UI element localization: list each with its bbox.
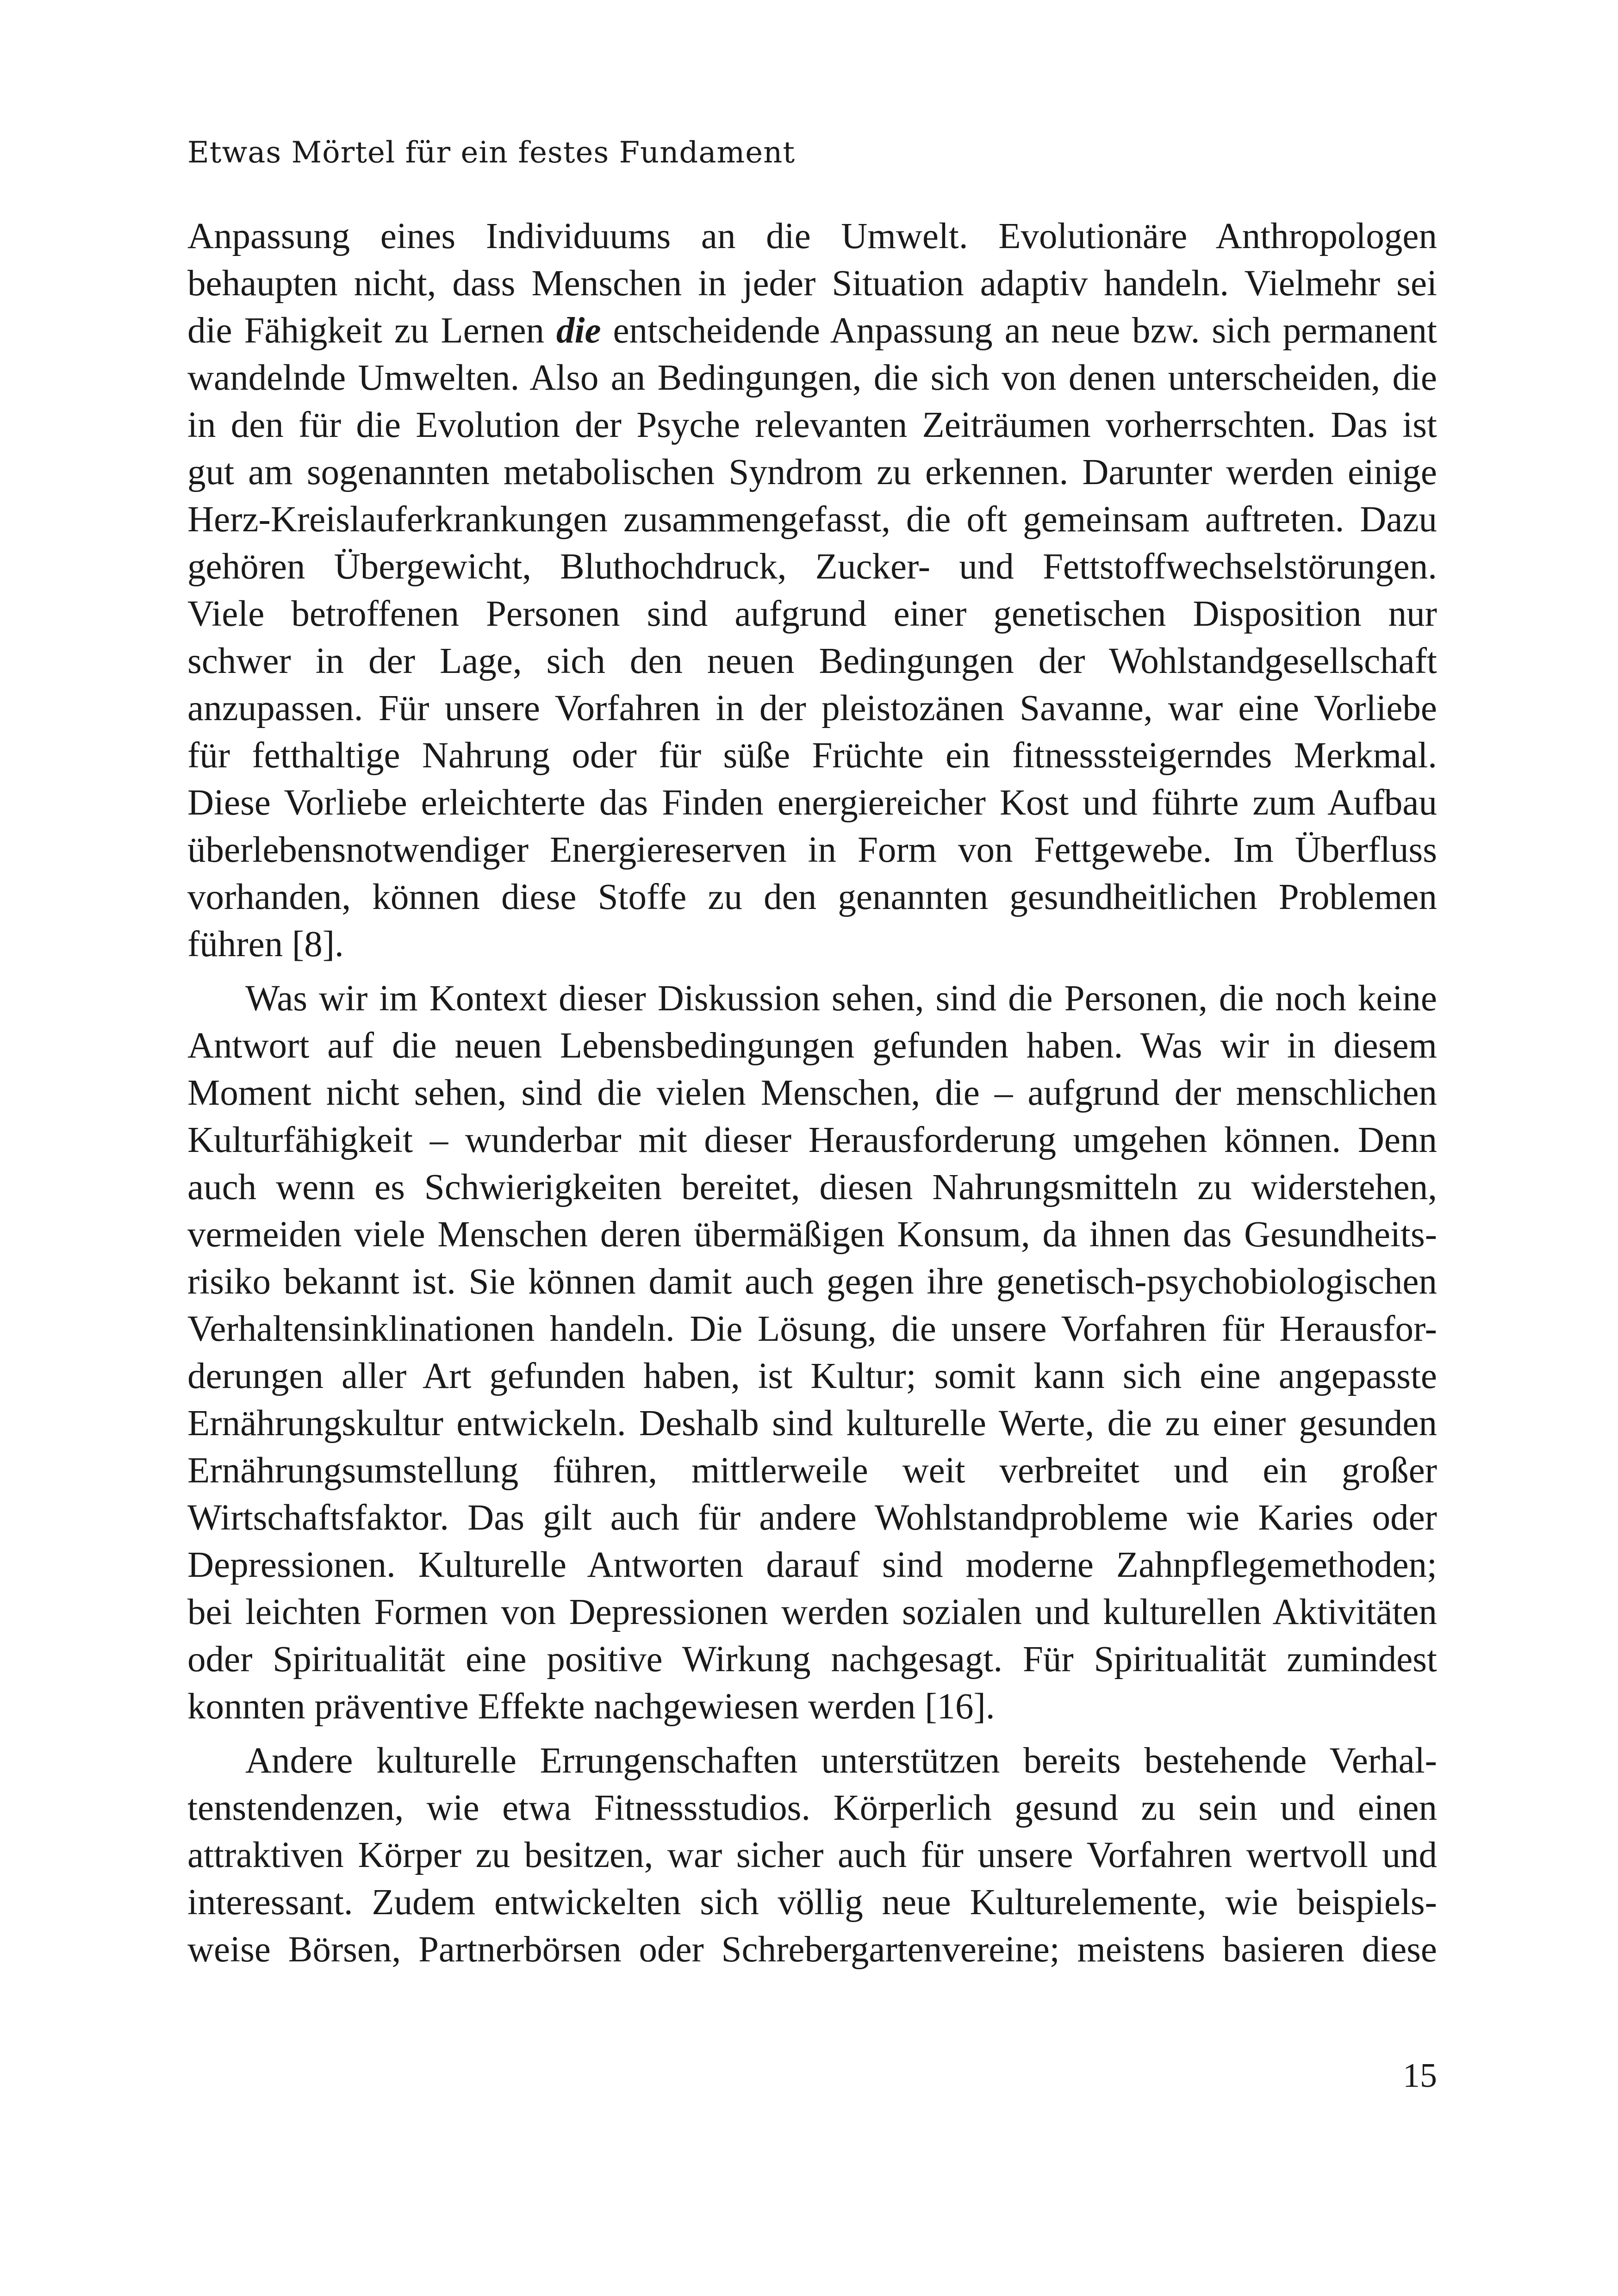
paragraph-2 [187, 975, 1437, 1730]
text-line: Was wir im Kontext dieser Diskussion sehen, sind die Personen, die noch keine [245, 978, 1437, 1019]
paragraph-3 [187, 1737, 1437, 1973]
text-line [187, 307, 1437, 355]
text-line: schwer in der Lage, sich den neuen Bedingungen der Wohlstandgesellschaft [187, 641, 1437, 681]
text-line: bei leichten Formen von Depressionen werden sozialen und kulturellen Aktivitäten [187, 1592, 1437, 1632]
text-segment: die Fähigkeit zu Lernen [187, 311, 556, 351]
body-text [187, 213, 1437, 1973]
text-line: Ernährungsumstellung führen, mittlerweile weit verbreitet und ein großer [187, 1450, 1437, 1491]
text-line: führen [8]. [187, 924, 344, 964]
text-line: derungen aller Art gefunden haben, ist Kultur; somit kann sich eine angepasste [187, 1356, 1437, 1396]
paragraph-1 [187, 213, 1437, 968]
text-line: anzupassen. Für unsere Vorfahren in der pleistozänen Savanne, war eine Vorliebe [187, 688, 1437, 728]
text-line: oder Spiritualität eine positive Wirkung nachgesagt. Für Spiritualität zumindest [187, 1639, 1437, 1680]
page-number: 15 [1403, 2057, 1437, 2095]
text-line: gehören Übergewicht, Bluthochdruck, Zucker- und Fettstoffwechselstörungen. [187, 547, 1437, 587]
text-line: attraktiven Körper zu besitzen, war sicher auch für unsere Vorfahren wertvoll und [187, 1835, 1437, 1875]
text-line: in den für die Evolution der Psyche relevanten Zeiträumen vorherrschten. Das ist [187, 405, 1437, 445]
text-line: Andere kulturelle Errungenschaften unterstützen bereits bestehende Verhal- [245, 1741, 1437, 1781]
text-line: für fetthaltige Nahrung oder für süße Früchte ein fitnesssteigerndes Merkmal. [187, 735, 1437, 776]
text-line: Verhaltensinklinationen handeln. Die Lösung, die unsere Vorfahren für Herausfor- [187, 1309, 1437, 1349]
text-line: Antwort auf die neuen Lebensbedingungen gefunden haben. Was wir in diesem [187, 1026, 1437, 1066]
text-line: Diese Vorliebe erleichterte das Finden energiereicher Kost und führte zum Aufbau [187, 783, 1437, 823]
text-line: Moment nicht sehen, sind die vielen Menschen, die – aufgrund der menschlichen [187, 1073, 1437, 1113]
text-line: überlebensnotwendiger Energiereserven in Form von Fettgewebe. Im Überfluss [187, 830, 1437, 870]
text-line: Ernährungskultur entwickeln. Deshalb sind kulturelle Werte, die zu einer gesunden [187, 1403, 1437, 1444]
text-line: risiko bekannt ist. Sie können damit auch gegen ihre genetisch-psychobiologischen [187, 1262, 1437, 1302]
text-line: gut am sogenannten metabolischen Syndrom zu erkennen. Darunter werden einige [187, 452, 1437, 492]
text-line: auch wenn es Schwierigkeiten bereitet, diesen Nahrungsmitteln zu widerstehen, [187, 1167, 1437, 1207]
text-line: interessant. Zudem entwickelten sich völlig neue Kulturelemente, wie beispiels- [187, 1882, 1437, 1923]
text-line: konnten präventive Effekte nachgewiesen werden [16]. [187, 1686, 995, 1727]
text-line: Herz-Kreislauferkrankungen zusammengefasst, die oft gemeinsam auftreten. Dazu [187, 499, 1437, 540]
text-line: tenstendenzen, wie etwa Fitnessstudios. Körperlich gesund zu sein und einen [187, 1788, 1437, 1828]
text-segment: entscheidende Anpassung an neue bzw. sich permanent [601, 311, 1437, 351]
running-head: Etwas Mörtel für ein festes Fundament [187, 136, 796, 170]
text-line: Kulturfähigkeit – wunderbar mit dieser Herausforderung umgehen können. Denn [187, 1120, 1437, 1160]
text-line: Viele betroffenen Personen sind aufgrund einer genetischen Disposition nur [187, 594, 1437, 634]
text-line: behaupten nicht, dass Menschen in jeder Situation adaptiv handeln. Vielmehr sei [187, 263, 1437, 304]
text-line: weise Börsen, Partnerbörsen oder Schrebergartenvereine; meistens basieren diese [187, 1929, 1437, 1970]
text-line: Wirtschaftsfaktor. Das gilt auch für andere Wohlstandprobleme wie Karies oder [187, 1498, 1437, 1538]
text-line: vermeiden viele Menschen deren übermäßigen Konsum, da ihnen das Gesundheits- [187, 1214, 1437, 1255]
text-line: Anpassung eines Individuums an die Umwelt. Evolutionäre Anthropologen [187, 216, 1437, 256]
text-line: wandelnde Umwelten. Also an Bedingungen, die sich von denen unterscheiden, die [187, 358, 1437, 398]
emphasized-word: die [556, 311, 601, 351]
text-line: Depressionen. Kulturelle Antworten darauf sind moderne Zahnpflegemethoden; [187, 1545, 1437, 1585]
text-line: vorhanden, können diese Stoffe zu den genannten gesundheitlichen Problemen [187, 877, 1437, 917]
